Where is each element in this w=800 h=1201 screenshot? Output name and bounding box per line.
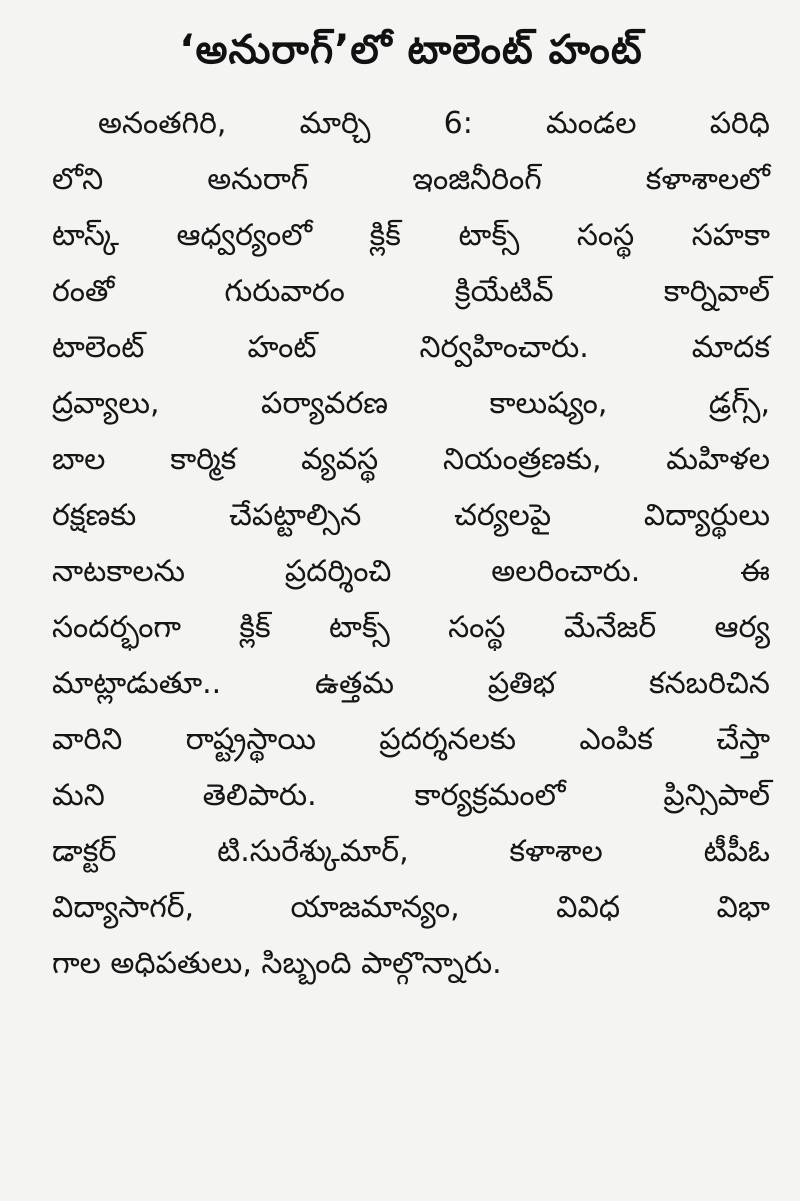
article-line: టాలెంట్ హంట్ నిర్వహించారు. మాదక: [52, 330, 770, 365]
article-line: బాల కార్మిక వ్యవస్థ నియంత్రణకు, మహిళల: [52, 442, 770, 477]
article-line: మాట్లాడుతూ.. ఉత్తమ ప్రతిభ కనబరిచిన: [52, 666, 770, 701]
article-line: రక్షణకు చేపట్టాల్సిన చర్యలపై విద్యార్థులు: [52, 498, 770, 533]
article-line: విద్యాసాగర్, యాజమాన్యం, వివిధ విభా: [52, 890, 770, 925]
article-line: టాస్క్ ఆధ్వర్యంలో క్లిక్ టాక్స్ సంస్థ సహకా: [52, 218, 770, 253]
article-line: డాక్టర్ టి.సురేశ్కుమార్, కళాశాల టీపీఓ: [52, 834, 770, 869]
article-line: సందర్భంగా క్లిక్ టాక్స్ సంస్థ మేనేజర్ ఆర్య: [52, 610, 770, 645]
headline: ‘అనురాగ్’లో టాలెంట్ హంట్: [179, 27, 643, 73]
article-body: [52, 96, 770, 992]
article-line: ద్రవ్యాలు, పర్యావరణ కాలుష్యం, డ్రగ్స్,: [52, 386, 770, 421]
article-line: గాల అధిపతులు, సిబ్బంది పాల్గొన్నారు.: [52, 946, 502, 981]
article-line: మని తెలిపారు. కార్యక్రమంలో ప్రిన్సిపాల్: [52, 778, 770, 813]
article-line: రంతో గురువారం క్రియేటివ్ కార్నివాల్: [52, 274, 770, 309]
article-line: నాటకాలను ప్రదర్శించి అలరించారు. ఈ: [52, 554, 770, 589]
article-line: అనంతగిరి, మార్చి 6: మండల పరిధి: [98, 106, 770, 141]
article-line: లోని అనురాగ్ ఇంజినీరింగ్ కళాశాలలో: [52, 162, 770, 197]
article-line: వారిని రాష్ట్రస్థాయి ప్రదర్శనలకు ఎంపిక చేస్తా: [52, 722, 770, 757]
